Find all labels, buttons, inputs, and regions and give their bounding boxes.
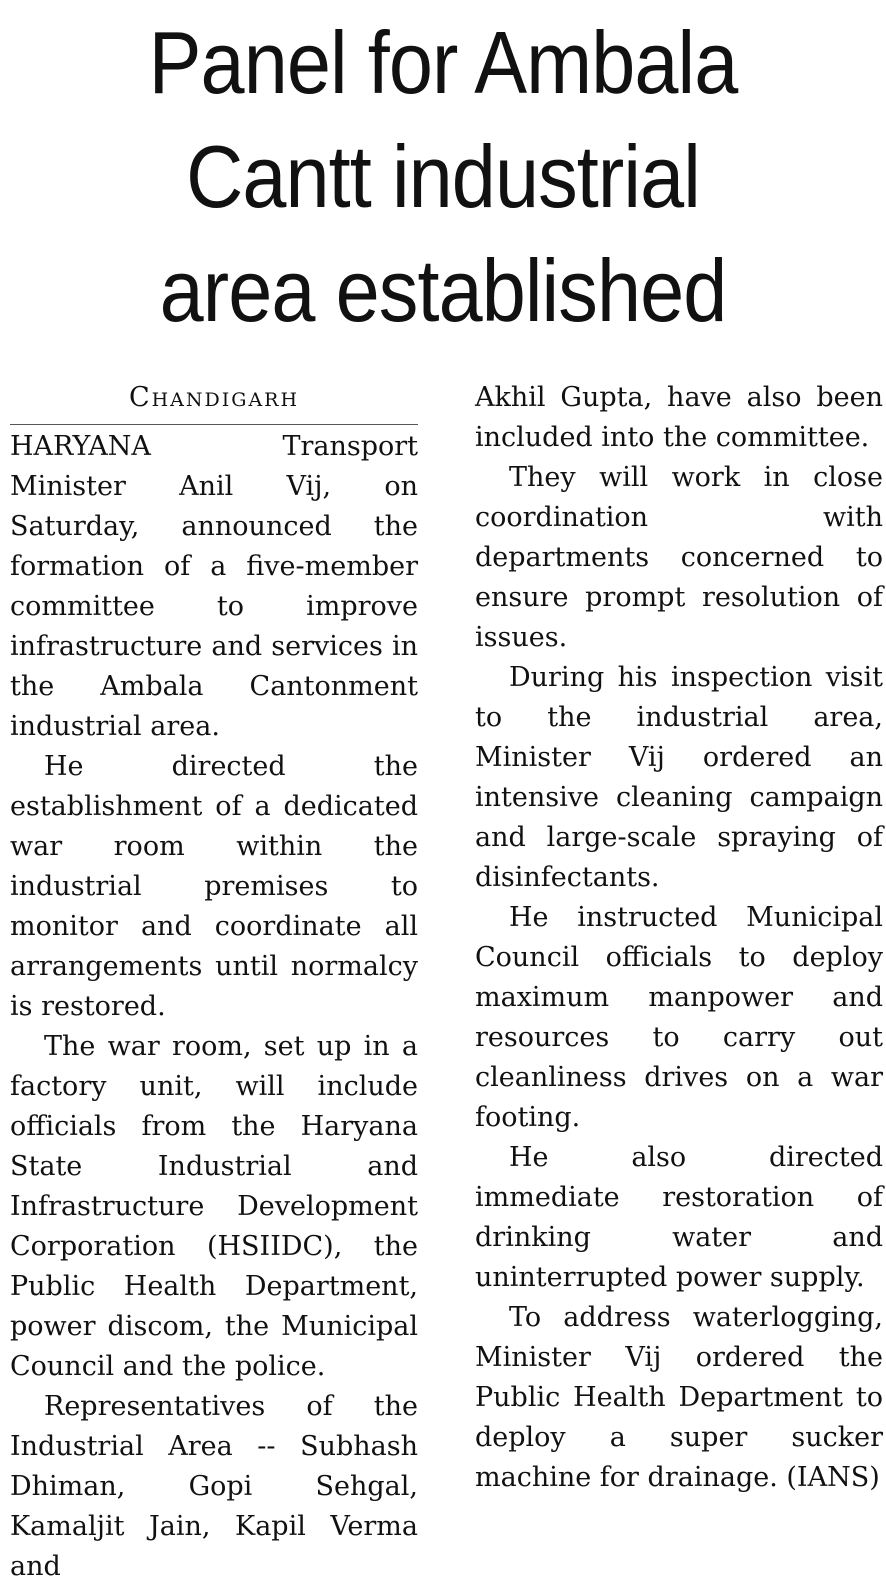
- headline-line-2: Cantt industrial: [186, 127, 700, 226]
- paragraph: He directed the establishment of a dedicated war room within the industrial premises to monitor and coordinate all arrangements until normalcy is restored.: [10, 751, 418, 1022]
- headline-line-1: Panel for Ambala: [148, 13, 738, 112]
- paragraph: The war room, set up in a factory unit, will include officials from the Haryana State Industrial and Infrastructure Development Corporation (HSIIDC), the Public Health Department, power discom, the Municipal Council and the police.: [10, 1031, 418, 1382]
- paragraph: HARYANA Transport Minister Anil Vij, on Saturday, announced the formation of a five-member committee to improve infrastructure and services in the Ambala Cantonment industrial area.: [10, 431, 418, 742]
- right-column: [475, 378, 883, 1498]
- dateline: Chandigarh: [128, 382, 300, 413]
- paragraph: Representatives of the Industrial Area -- Subhash Dhiman, Gopi Sehgal, Kamaljit Jain, Kapil Verma and: [10, 1391, 418, 1582]
- left-column: [10, 378, 418, 1587]
- paragraph: They will work in close coordination with departments concerned to ensure prompt resolution of issues.: [475, 462, 883, 653]
- headline-line-3: area established: [159, 241, 727, 340]
- dateline-rule: [10, 424, 418, 425]
- paragraph: He instructed Municipal Council officials to deploy maximum manpower and resources to carry out cleanliness drives on a war footing.: [475, 902, 883, 1133]
- paragraph: To address waterlogging, Minister Vij ordered the Public Health Department to deploy a super sucker machine for drainage. (IANS): [475, 1302, 883, 1493]
- article-headline: [44, 6, 841, 348]
- paragraph: During his inspection visit to the industrial area, Minister Vij ordered an intensive cleaning campaign and large-scale spraying of disinfectants.: [475, 662, 883, 893]
- paragraph: He also directed immediate restoration of drinking water and uninterrupted power supply.: [475, 1142, 883, 1293]
- paragraph: Akhil Gupta, have also been included into the committee.: [475, 382, 883, 453]
